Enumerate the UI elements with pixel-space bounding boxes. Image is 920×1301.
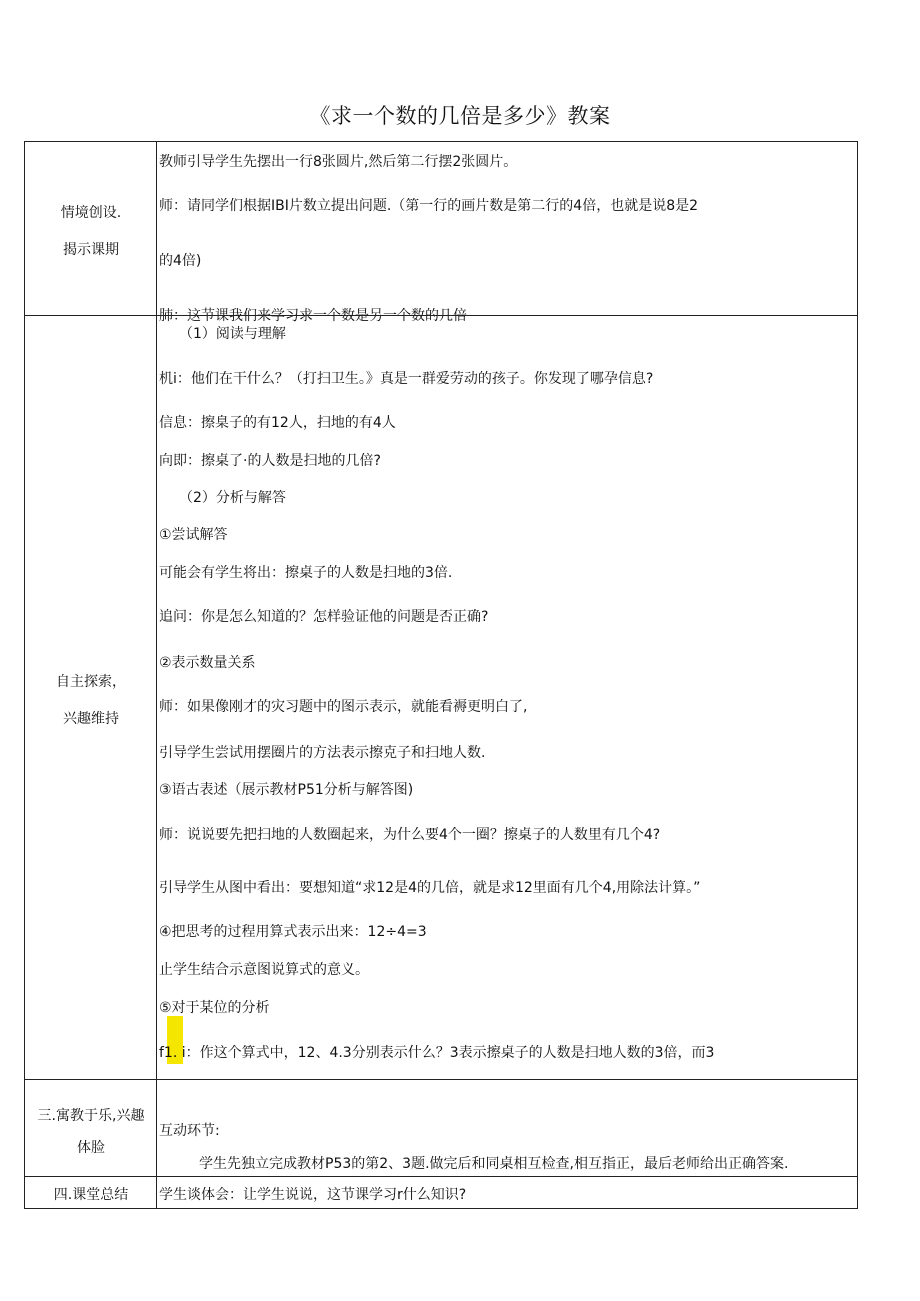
- content-line: 学生先独立完成教材P53的第2、3题.做完后和同桌相互检查,相互指正，最后老师给出正确答案.: [199, 1156, 789, 1172]
- content-line: 互动环节:: [159, 1123, 220, 1139]
- row-content: [157, 1177, 857, 1208]
- content-line: 师：说说要先把扫地的人数圈起来，为什么要4个一圈？擦桌子的人数里有几个4?: [159, 827, 661, 843]
- row-label-line: 体脸: [77, 1140, 105, 1156]
- row-content: [157, 142, 857, 324]
- content-line: 止学生结合示意图说算式的意义。: [159, 962, 369, 978]
- document-title: 《求一个数的几倍是多少》教案: [309, 104, 611, 128]
- content-line: 师：请同学们根据IBI片数立提出问题.（第一行的画片数是第二行的4倍，也就是说8是2: [159, 198, 699, 214]
- row-label-line: 情境创设.: [60, 205, 122, 221]
- table-row-interactive: [24, 1079, 858, 1177]
- content-line: ⑤对于某位的分析: [159, 1000, 270, 1016]
- content-line: 引导学生从图中看出：要想知道“求12是4的几倍，就是求12里面有几个4,用除法计算。”: [159, 880, 701, 896]
- row-content: [157, 1080, 857, 1176]
- row-label: [25, 1177, 157, 1208]
- row-label: [25, 142, 157, 315]
- content-line: （1）阅读与理解: [179, 326, 286, 342]
- content-line: 信息：擦臬子的有12人，扫地的有4人: [159, 415, 396, 431]
- table-row-summary: [24, 1176, 858, 1209]
- content-line: ③语古表述（展示教材P51分析与解答图): [159, 782, 414, 798]
- row-label: [25, 316, 157, 1079]
- content-line: 向即：擦桌了·的人数是扫地的几倍?: [159, 453, 381, 469]
- content-line: 肺：这节课我们来学习求一个数是另一个数的几倍: [159, 308, 467, 324]
- content-line: ①尝试解答: [159, 527, 228, 543]
- table-row-explore: [24, 315, 858, 1080]
- row-label-line: 兴趣维持: [63, 711, 119, 727]
- table-row-context: [24, 141, 858, 324]
- content-line: 引导学生尝试用摆圈片的方法表示擦克子和扫地人数.: [159, 745, 486, 761]
- row-label-line: 揭示课期: [63, 242, 119, 258]
- content-line: 可能会有学生将出：擦桌子的人数是扫地的3倍.: [159, 565, 453, 581]
- content-line: 追问：你是怎么知道的？怎样验证他的问题是否正确?: [159, 609, 489, 625]
- content-line: ②表示数量关系: [159, 655, 256, 671]
- content-line: 学生谈体会：让学生说说，这节课学习r什么知识?: [159, 1187, 467, 1203]
- content-line: （2）分析与解答: [179, 490, 286, 506]
- content-line: ④把思考的过程用算式表示出来：12÷4=3: [159, 924, 427, 940]
- row-label-line: 三.寓教于乐,兴趣: [37, 1108, 145, 1124]
- content-line: 的4倍): [159, 253, 202, 269]
- row-label-line: 自主探索，: [56, 674, 126, 690]
- row-label-line: 四.课堂总结: [53, 1187, 129, 1203]
- row-label: [25, 1080, 157, 1176]
- content-line: 教师引导学生先摆出一行8张圆片,然后第二行摆2张圆片。: [159, 154, 518, 170]
- content-line: f1. i：作这个算式中，12、4.3分别表示什么？3表示擦桌子的人数是扫地人数的3倍，而3: [159, 1045, 715, 1061]
- content-line: 师：如果像刚才的灾习题中的图示表示，就能看褥更明白了,: [159, 699, 528, 715]
- content-line: 机i：他们在干什么？（打扫卫生。》真是一群爱劳动的孩子。你发现了哪孕信息?: [159, 371, 654, 387]
- row-content: [157, 316, 857, 1079]
